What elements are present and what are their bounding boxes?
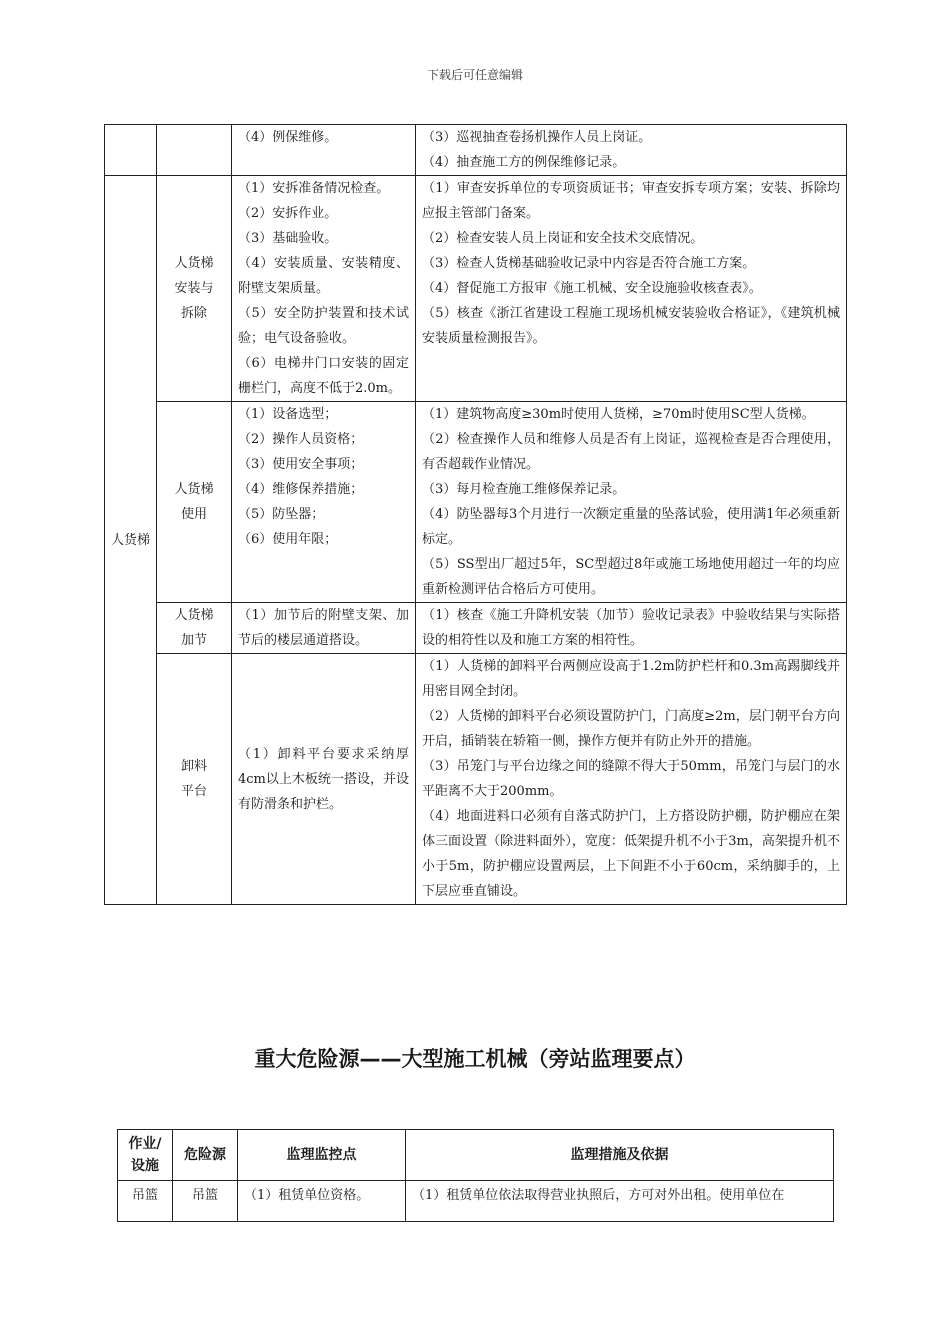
points-cell	[232, 176, 416, 402]
points-cell	[232, 654, 416, 905]
point-item: （4）维修保养措施；	[238, 482, 364, 497]
point-item: （1）加节后的附壁支架、加节后的楼层通道搭设。	[238, 608, 409, 648]
point-item: （5）安全防护装置和技术试验；电气设备验收。	[238, 306, 409, 346]
table-row	[105, 402, 847, 603]
point-item: （1）卸料平台要求采纳厚4cm以上木板统一搭设，并设有防滑条和护栏。	[238, 746, 409, 812]
hazard-cell: 人货梯安装与拆除	[157, 176, 232, 402]
facility-cell: 吊篮	[118, 1181, 173, 1222]
measures-cell	[416, 176, 847, 402]
point-item: （2）安拆作业。	[238, 206, 338, 221]
table-header-row	[118, 1130, 834, 1181]
measures-cell	[416, 402, 847, 603]
measures-cell	[416, 654, 847, 905]
points-cell	[232, 125, 416, 176]
measure-item: （1）人货梯的卸料平台两侧应设高于1.2m防护栏杆和0.3m高踢脚线并用密目网全封闭。	[422, 659, 840, 699]
measure-item: （3）每月检查施工维修保养记录。	[422, 482, 626, 497]
table-row	[105, 654, 847, 905]
measures-cell: （1）租赁单位依法取得营业执照后，方可对外出租。使用单位在	[406, 1181, 834, 1222]
section-title: 重大危险源——大型施工机械（旁站监理要点）	[254, 1047, 696, 1071]
points-cell: （1）租赁单位资格。	[238, 1181, 406, 1222]
measure-item: （4）防坠器每3个月进行一次额定重量的坠落试验，使用满1年必须重新标定。	[422, 507, 840, 547]
point-item: （4）例保维修。	[238, 130, 338, 145]
column-header: 作业/设施	[118, 1130, 173, 1181]
hazard-table-continued	[104, 124, 847, 905]
column-header: 监理监控点	[238, 1130, 406, 1181]
measures-cell	[416, 603, 847, 654]
hazard-table-large-machinery	[117, 1129, 834, 1222]
point-item: （2）操作人员资格；	[238, 432, 364, 447]
measure-item: （5）核查《浙江省建设工程施工现场机械安装验收合格证》，《建筑机械安装质量检测报告》。	[422, 306, 840, 346]
facility-cell: 人货梯	[105, 176, 157, 905]
measure-item: （4）督促施工方报审《施工机械、安全设施验收核查表》。	[422, 281, 762, 296]
point-item: （6）电梯井门口安装的固定栅栏门，高度不低于2.0m。	[238, 356, 409, 396]
measure-item: （3）巡视抽查卷扬机操作人员上岗证。	[422, 130, 652, 145]
column-header: 监理措施及依据	[406, 1130, 834, 1181]
measures-cell	[416, 125, 847, 176]
point-item: （4）安装质量、安装精度、附壁支架质量。	[238, 256, 409, 296]
measure-item: （3）检查人货梯基础验收记录中内容是否符合施工方案。	[422, 256, 756, 271]
point-item: （1）设备选型；	[238, 407, 338, 422]
facility-cell	[105, 125, 157, 176]
table-row	[105, 176, 847, 402]
point-item: （3）基础验收。	[238, 231, 338, 246]
hazard-cell: 吊篮	[173, 1181, 238, 1222]
points-cell	[232, 402, 416, 603]
hazard-cell: 人货梯使用	[157, 402, 232, 603]
measure-item: （2）检查操作人员和维修人员是否有上岗证，巡视检查是否合理使用，有否超载作业情况。	[422, 432, 840, 472]
measure-item: （5）SS型出厂超过5年，SC型超过8年或施工场地使用超过一年的均应重新检测评估合格后方可使用。	[422, 557, 840, 597]
table-row	[105, 603, 847, 654]
measure-item: （2）人货梯的卸料平台必须设置防护门，门高度≥2m，层门朝平台方向开启，插销装在轿箱一侧，操作方便并有防止外开的措施。	[422, 709, 840, 749]
points-cell	[232, 603, 416, 654]
point-item: （5）防坠器；	[238, 507, 325, 522]
hazard-cell: 人货梯加节	[157, 603, 232, 654]
point-item: （1）安拆准备情况检查。	[238, 181, 390, 196]
measure-item: （4）抽查施工方的例保维修记录。	[422, 155, 626, 170]
measure-item: （4）地面进料口必须有自落式防护门，上方搭设防护棚，防护棚应在架体三面设置（除进料面外），宽度：低架提升机不小于3m，高架提升机不小于5m，防护棚应设置两层，上下间距不小于60cm，采纳脚手的，上下层应垂直铺设。	[422, 809, 840, 899]
column-header: 危险源	[173, 1130, 238, 1181]
measure-item: （1）核查《施工升降机安装（加节）验收记录表》中验收结果与实际搭设的相符性以及和施工方案的相符性。	[422, 608, 840, 648]
measure-item: （1）审查安拆单位的专项资质证书；审查安拆专项方案；安装、拆除均应报主管部门备案。	[422, 181, 840, 221]
hazard-cell: 卸料平台	[157, 654, 232, 905]
point-item: （3）使用安全事项；	[238, 457, 364, 472]
table-row	[118, 1181, 834, 1222]
table-row	[105, 125, 847, 176]
measure-item: （3）吊笼门与平台边缘之间的缝隙不得大于50mm，吊笼门与层门的水平距离不大于200mm。	[422, 759, 840, 799]
hazard-cell	[157, 125, 232, 176]
measure-item: （2）检查安装人员上岗证和安全技术交底情况。	[422, 231, 704, 246]
measure-item: （1）建筑物高度≥30m时使用人货梯，≥70m时使用SC型人货梯。	[422, 407, 815, 422]
point-item: （6）使用年限；	[238, 532, 338, 547]
page-header: 下载后可任意编辑	[426, 68, 523, 82]
